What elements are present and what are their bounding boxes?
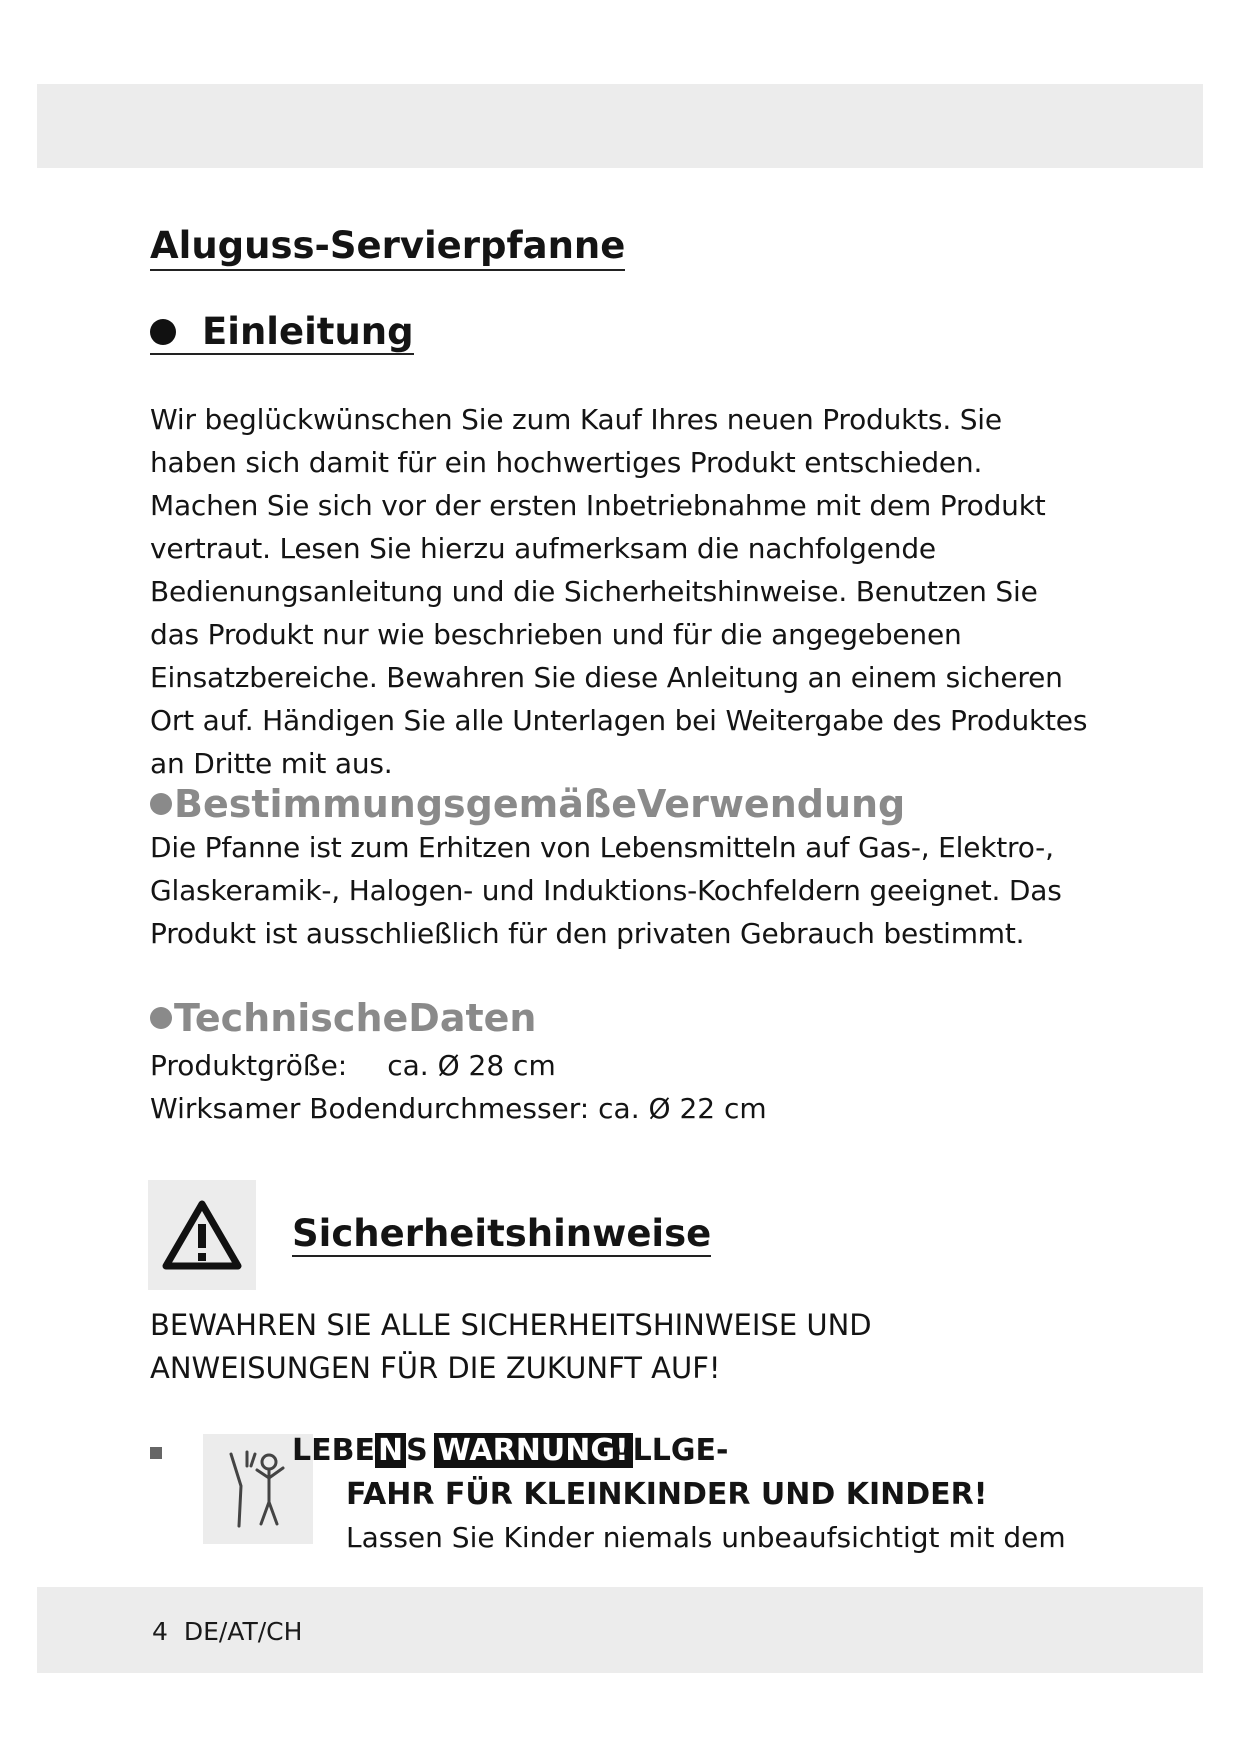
page-number: 4 bbox=[152, 1617, 168, 1646]
locale-label: DE/AT/CH bbox=[183, 1617, 303, 1646]
warning-label: WARNUNG! bbox=[434, 1433, 633, 1468]
header-band bbox=[37, 84, 1203, 168]
use-paragraph: Die Pfanne ist zum Erhitzen von Lebensmitteln auf Gas-, Elektro-, Glaskeramik-, Halogen- und Induktions-Kochfeldern geeignet. Das Produkt ist ausschließlich für den privaten Gebrauch bestimmt. bbox=[150, 831, 1062, 950]
section-heading-use bbox=[150, 782, 905, 826]
spec-value: ca. Ø 28 cm bbox=[387, 1049, 556, 1082]
warning-triangle-inline-icon: N bbox=[375, 1433, 406, 1468]
warning-headline-cont: FAHR FÜR KLEINKINDER UND KINDER! bbox=[346, 1477, 988, 1512]
intro-paragraph: Wir beglückwünschen Sie zum Kauf Ihres neuen Produkts. Sie haben sich damit für ein hochwertiges Produkt entschieden. Machen Sie sich vor der ersten Inbetriebnahme mit dem Produkt vertraut. Lesen Sie hierzu aufmerksam die nachfolgende Bedienungsanleitung und die Sicherheitshinweise. Benutzen Sie das Produkt nur wie beschrieben und für die angegebenen Einsatzbereiche. Bewahren Sie diese Anleitung an einem sicheren Ort auf. Händigen Sie alle Unterlagen bei Weitergabe des Produktes an Dritte mit aus. bbox=[150, 403, 1088, 780]
section-heading-tech bbox=[150, 996, 536, 1040]
section-heading-use-text: BestimmungsgemäßeVerwendung bbox=[174, 782, 906, 826]
child-icon bbox=[217, 1446, 299, 1532]
bullet-dot-icon bbox=[150, 793, 172, 815]
warning-headline: LEBE N S WARNUNG! LLGE- bbox=[292, 1433, 729, 1468]
page-footer bbox=[152, 1617, 302, 1646]
bullet-dot-icon bbox=[150, 319, 176, 345]
warning-triangle-box bbox=[148, 1180, 256, 1290]
square-bullet bbox=[150, 1447, 162, 1459]
section-heading-intro-text: Einleitung bbox=[202, 310, 414, 353]
spec-row bbox=[150, 1087, 767, 1130]
spec-row bbox=[150, 1044, 556, 1087]
spec-label: Produktgröße: bbox=[150, 1049, 348, 1082]
spec-label: Wirksamer Bodendurchmesser: bbox=[150, 1092, 590, 1125]
warning-body: Lassen Sie Kinder niemals unbeaufsichtigt mit dem bbox=[346, 1521, 1066, 1554]
section-heading-intro bbox=[150, 310, 414, 355]
bullet-dot-icon bbox=[150, 1007, 172, 1029]
document-title: Aluguss-Servierpfanne bbox=[150, 224, 625, 271]
section-heading-tech-text: TechnischeDaten bbox=[174, 996, 537, 1040]
warning-triangle-icon bbox=[162, 1200, 242, 1272]
spec-value: ca. Ø 22 cm bbox=[598, 1092, 767, 1125]
section-heading-safety: Sicherheitshinweise bbox=[292, 1212, 712, 1255]
safety-caps-line: ANWEISUNGEN FÜR DIE ZUKUNFT AUF! bbox=[150, 1351, 721, 1385]
safety-caps-line: BEWAHREN SIE ALLE SICHERHEITSHINWEISE UND bbox=[150, 1308, 872, 1342]
